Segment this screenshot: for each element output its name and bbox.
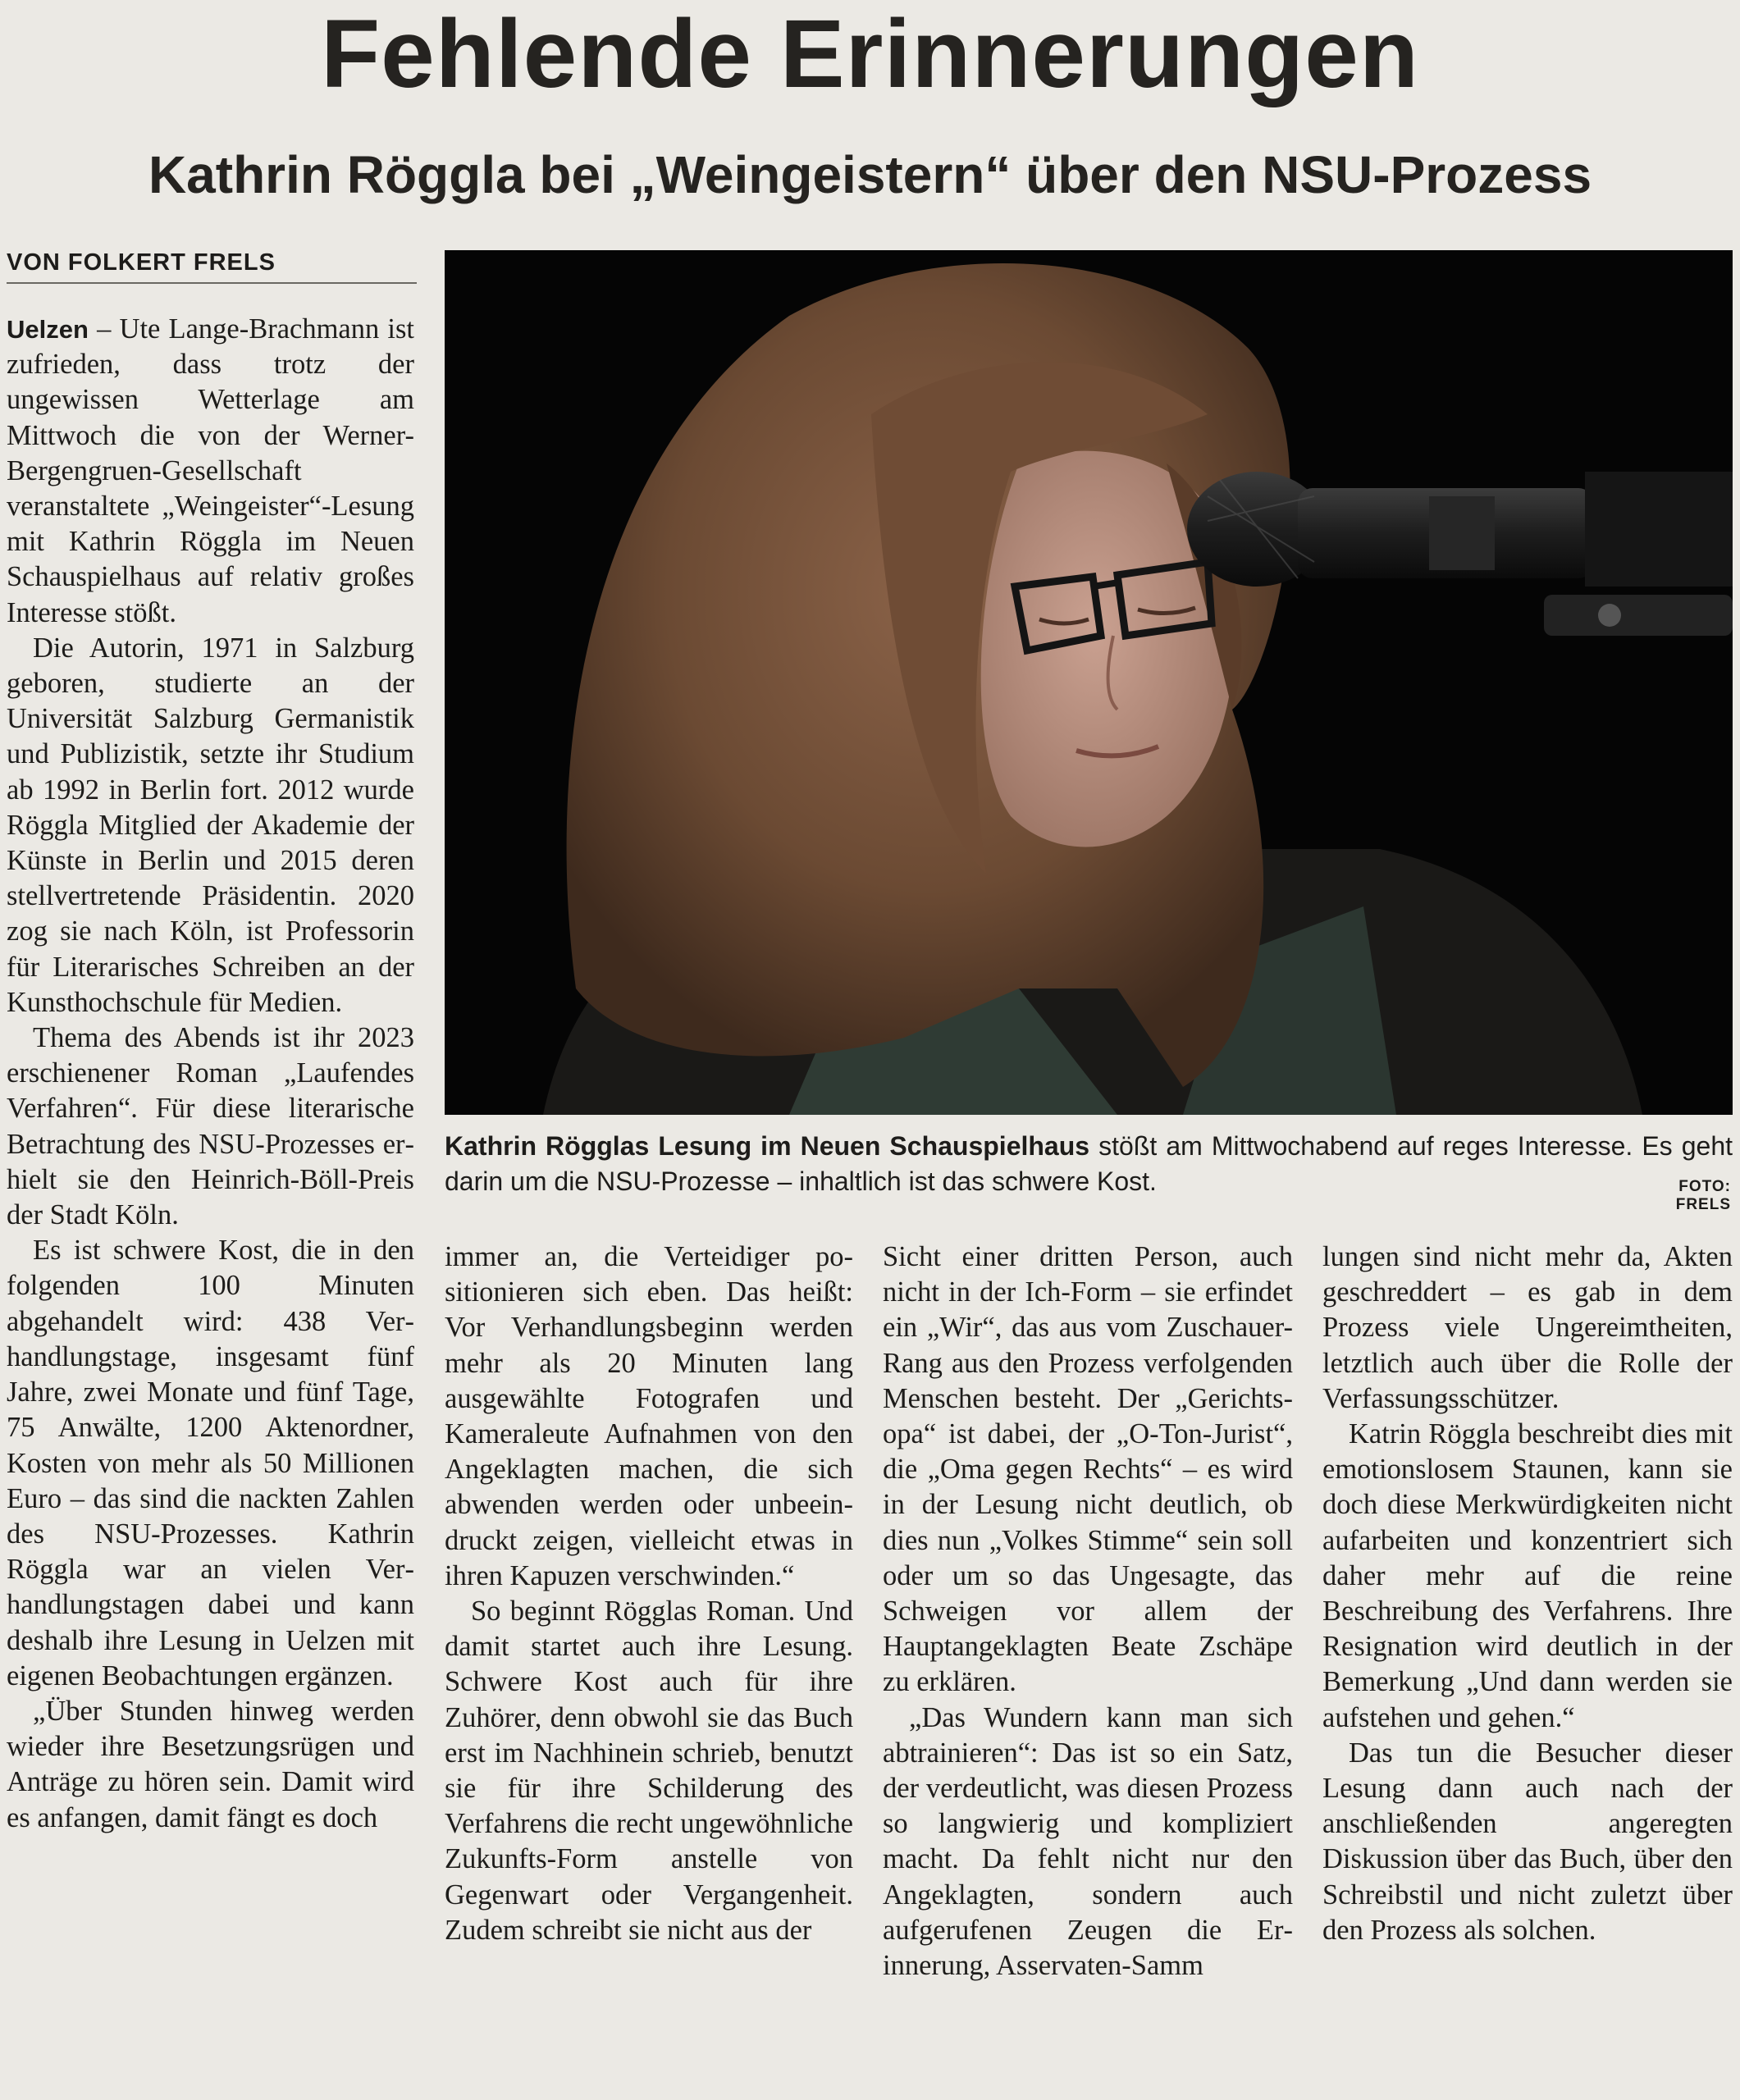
paragraph: Sicht einer dritten Person, auch nicht in der Ich-Form – sie erfindet ein „Wir“, das aus vom Zuschauer-Rang aus den Prozess verfolgenden Menschen besteht. Der „Gerichtsopa“ ist dabei, der „O-Ton-Jurist“, die „Oma gegen Rechts“ – es wird in der Lesung nicht deutlich, ob dies nun „Volkes Stimme“ sein soll oder um so das Ungesagte, das Schweigen vor allem der Hauptangeklagten Beate Zschäpe zu erklären. (883, 1241, 1293, 1698)
paragraph: „Das Wundern kann man sich abtrainieren“: Das ist so ein Satz, der verdeutlicht, was diesen Prozess so langwierig und kompliziert macht. Da fehlt nicht nur den Angeklagten, sondern auch aufgerufenen Zeugen die Erinnerung, Asservaten-Samm (883, 1701, 1293, 1982)
photo-credit: FOTO: FRELS (1675, 1178, 1731, 1213)
photo-caption-bold: Kathrin Rögglas Lesung im Neuen Schauspielhaus (445, 1131, 1090, 1161)
article-byline: VON FOLKERT FRELS (7, 248, 417, 284)
article-column-3 (883, 1239, 1293, 1984)
paragraph: Es ist schwere Kost, die in den folgenden 100 Minuten abgehandelt wird: 438 Verhandlungstage, insgesamt fünf Jahre, zwei Monate und fünf Tage, 75 Anwälte, 1200 Aktenordner, Kosten von mehr als 50 Millionen Euro – das sind die nackten Zahlen des NSU-Prozesses. Kathrin Röggla war an vielen Verhandlungstagen dabei und kann deshalb ihre Lesung in Uelzen mit eigenen Beobachtungen ergänzen. (7, 1235, 414, 1691)
paragraph-text: – Ute Lange-Brachmann ist zufrieden, dass trotz der ungewissen Wetterlage am Mittwoch die von der Werner-Bergengruen-Gesellschaft veranstaltete „Weingeister“-Lesung mit Kathrin Röggla im Neuen Schauspielhaus auf relativ großes Interesse stößt. (7, 313, 414, 628)
paragraph: Die Autorin, 1971 in Salzburg geboren, studierte an der Universität Salzburg Germanistik und Publizistik, setzte ihr Studium ab 1992 in Berlin fort. 2012 wurde Röggla Mitglied der Akademie der Künste in Berlin und 2015 deren stellvertretende Präsidentin. 2020 zog sie nach Köln, ist Professorin für Literarisches Schreiben an der Kunsthochschule für Medien. (7, 632, 414, 1018)
paragraph: Katrin Röggla beschreibt dies mit emotionslosem Staunen, kann sie doch diese Merkwürdigkeiten nicht aufarbeiten und konzentriert sich daher mehr auf die reine Beschreibung des Verfahrens. Ihre Resignation wird deutlich in der Bemerkung „Und dann werden sie aufstehen und gehen.“ (1322, 1418, 1733, 1733)
article-photo (445, 250, 1733, 1115)
paragraph: immer an, die Verteidiger positionieren sich eben. Das heißt: Vor Verhandlungsbeginn werden mehr als 20 Minuten lang ausgewählte Fotografen und Kameraleute Aufnahmen von den Angeklagten machen, die sich abwenden werden oder unbeeindruckt zeigen, vielleicht etwas in ihren Kapuzen verschwinden.“ (445, 1241, 853, 1591)
paragraph: So beginnt Rögglas Roman. Und damit startet auch ihre Lesung. Schwere Kost auch für ihre Zuhörer, denn obwohl sie das Buch erst im Nachhinein schrieb, benutzt sie für ihre Schilderung des Verfahrens die recht ungewöhnliche Zukunfts-Form anstelle von Gegenwart oder Vergangenheit. Zudem schreibt sie nicht aus der (445, 1596, 853, 1946)
article-column-4 (1322, 1239, 1733, 1948)
paragraph: Das tun die Besucher dieser Lesung dann auch nach der anschließenden angeregten Diskussion über das Buch, über den Schreibstil und nicht zuletzt über den Prozess als solchen. (1322, 1737, 1733, 1946)
article-subtitle: Kathrin Röggla bei „Weingeistern“ über den NSU-Prozess (148, 145, 1592, 204)
dateline: Uelzen (7, 315, 89, 344)
article-column-1 (7, 312, 414, 1836)
paragraph: Thema des Abends ist ihr 2023 erschienener Roman „Laufendes Verfahren“. Für diese literarische Betrachtung des NSU-Prozesses erhielt sie den Heinrich-Böll-Preis der Stadt Köln. (7, 1022, 414, 1231)
article-headline: Fehlende Erinnerungen (321, 0, 1419, 108)
photo-caption-text: stößt am Mittwochabend auf reges Interesse. Es geht darin um die NSU-Prozesse – inhaltlich ist das schwere Kost. (445, 1131, 1733, 1196)
paragraph (7, 312, 414, 631)
photo-caption (445, 1129, 1733, 1199)
paragraph: lungen sind nicht mehr da, Akten geschreddert – es gab in dem Prozess viele Ungereimtheiten, letztlich auch über die Rolle der Verfassungsschützer. (1322, 1241, 1733, 1414)
article-column-2 (445, 1239, 853, 1948)
paragraph: „Über Stunden hinweg werden wieder ihre Besetzungsrügen und Anträge zu hören sein. Damit wird es anfangen, damit fängt es doch (7, 1695, 414, 1833)
reading-author-illustration (445, 250, 1733, 1115)
